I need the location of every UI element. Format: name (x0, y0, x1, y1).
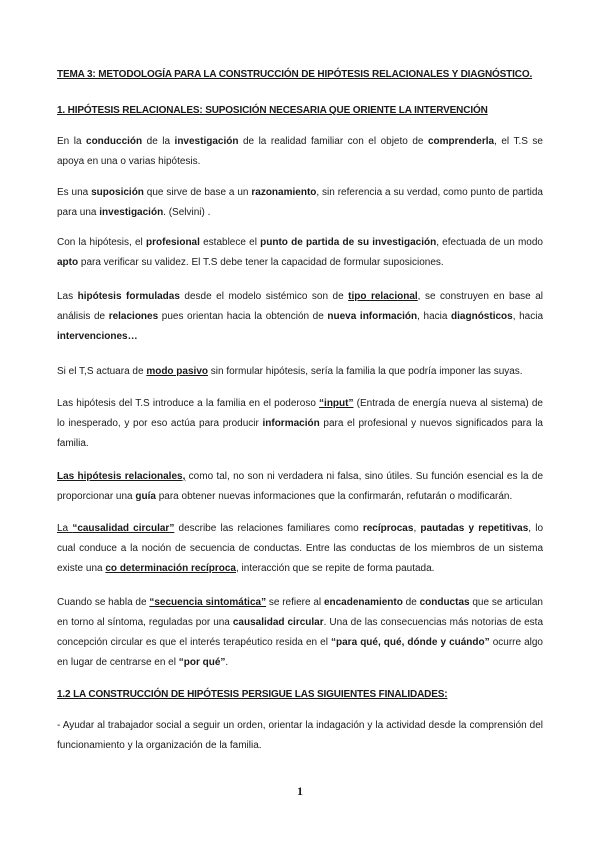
bold-term: conducción (86, 136, 143, 147)
bold-term: información (262, 418, 320, 429)
bold-term: recíprocas (362, 523, 414, 534)
bold-term: investigación (99, 207, 164, 218)
underlined-text: La (57, 523, 73, 534)
text: . Una de las consecuencias más notorias de esta concepción circular es que el interés terapéutico resida en el (57, 617, 544, 648)
text: , interacción que se repite de forma pautada. (235, 563, 435, 574)
text: , se construyen en base al análisis de (57, 291, 543, 322)
text: como tal, no son ni verdadera ni falsa, sino útiles. Su función esencial es la de proporcionar una (57, 471, 544, 502)
paragraph-6 (57, 394, 543, 454)
section-heading-2: 1.2 LA CONSTRUCCIÓN DE HIPÓTESIS PERSIGUE LAS SIGUIENTES FINALIDADES: (57, 689, 448, 700)
paragraph-10 (57, 716, 543, 756)
bold-term: comprenderla (427, 136, 495, 147)
bold-term: conductas (419, 597, 470, 608)
text: pues orientan hacia la obtención de (158, 311, 328, 322)
bold-term: punto de partida de su investigación (260, 237, 437, 248)
text: (Entrada de energía nueva al sistema) de lo inesperado, y por eso actúa para producir (57, 398, 543, 429)
text: de (402, 597, 420, 608)
bold-term: apto (57, 257, 79, 268)
bold-underlined-term: tipo relacional (348, 291, 418, 302)
paragraph-5 (57, 362, 543, 382)
bold-underlined-term: modo pasivo (146, 366, 208, 377)
section-heading-1: 1. HIPÓTESIS RELACIONALES: SUPOSICIÓN NECESARIA QUE ORIENTE LA INTERVENCIÓN (57, 105, 488, 116)
bold-term: guía (135, 491, 156, 502)
text: para verificar su validez. El T.S debe tener la capacidad de formular suposiciones. (78, 257, 444, 268)
bold-underlined-term: co determinación recíproca (105, 563, 236, 574)
text: , lo cual conduce a la noción de secuencia de conductas. Entre las conductas de los miembros de un sistema existe una (57, 523, 544, 574)
bold-term: intervenciones… (57, 331, 138, 342)
bold-underlined-term: “causalidad circular” (72, 523, 175, 534)
text: que se articulan en torno al síntoma, reguladas por una (57, 597, 543, 628)
paragraph-8 (57, 519, 543, 579)
bold-term: “para qué, qué, dónde y cuándo” (331, 637, 490, 648)
text: , el T.S se apoya en una o varias hipótesis. (57, 136, 543, 167)
bold-term: diagnósticos (451, 311, 513, 322)
text: para obtener nuevas informaciones que la confirmarán, refutarán o modificarán. (155, 491, 513, 502)
text: . (225, 657, 229, 668)
text: , hacia (417, 311, 452, 322)
text: Las (57, 291, 78, 302)
text: , sin referencia a su verdad, como punto de partida para una (57, 187, 543, 218)
bold-term: “por qué” (178, 657, 226, 668)
text: Con la hipótesis, el (57, 237, 146, 248)
text: de la (142, 136, 175, 147)
bold-underlined-term: Las hipótesis relacionales, (57, 471, 186, 482)
paragraph-7 (57, 467, 543, 507)
text: , efectuada de un modo (436, 237, 543, 248)
text: sin formular hipótesis, sería la familia la que podría imponer las suyas. (208, 366, 523, 377)
bold-underlined-term: “secuencia sintomática” (149, 597, 267, 608)
text: Si el T,S actuara de (57, 366, 147, 377)
text: . (Selvini) . (163, 207, 211, 218)
paragraph-3 (57, 233, 543, 273)
page-number: 1 (297, 784, 303, 798)
bold-term: nueva información (327, 311, 418, 322)
text: desde el modelo sistémico son de (179, 291, 349, 302)
paragraph-9 (57, 593, 543, 673)
text: que sirve de base a un (143, 187, 252, 198)
bold-term: suposición (91, 187, 144, 198)
bold-term: hipótesis formuladas (77, 291, 180, 302)
bold-term: pautadas y repetitivas (420, 523, 529, 534)
bold-term: causalidad circular (232, 617, 324, 628)
text: se refiere al (266, 597, 324, 608)
bold-underlined-term: “input” (319, 398, 354, 409)
bold-term: relaciones (108, 311, 159, 322)
text: de la realidad familiar con el objeto de (238, 136, 428, 147)
document-title: TEMA 3: METODOLOGÍA PARA LA CONSTRUCCIÓN DE HIPÓTESIS RELACIONALES Y DIAGNÓSTICO. (57, 69, 533, 80)
paragraph-1 (57, 132, 543, 172)
text: Es una (57, 187, 92, 198)
text: describe las relaciones familiares como (174, 523, 363, 534)
text: - Ayudar al trabajador social a seguir un orden, orientar la indagación y la actividad desde la comprensión del funcionamiento y la organización de la familia. (57, 720, 543, 751)
bold-term: encadenamiento (323, 597, 403, 608)
bold-term: profesional (146, 237, 200, 248)
text: Las hipótesis del T.S introduce a la familia en el poderoso (57, 398, 320, 409)
bold-term: razonamiento (251, 187, 317, 198)
bold-term: investigación (174, 136, 239, 147)
text: ocurre algo en lugar de centrarse en el (57, 637, 543, 668)
text: para el profesional y nuevos significados para la familia. (57, 418, 543, 449)
paragraph-2 (57, 183, 543, 223)
text: , hacia (512, 311, 544, 322)
text: , (413, 523, 421, 534)
text: establece el (199, 237, 261, 248)
paragraph-4 (57, 287, 543, 347)
text: Cuando se habla de (57, 597, 150, 608)
text: En la (57, 136, 87, 147)
